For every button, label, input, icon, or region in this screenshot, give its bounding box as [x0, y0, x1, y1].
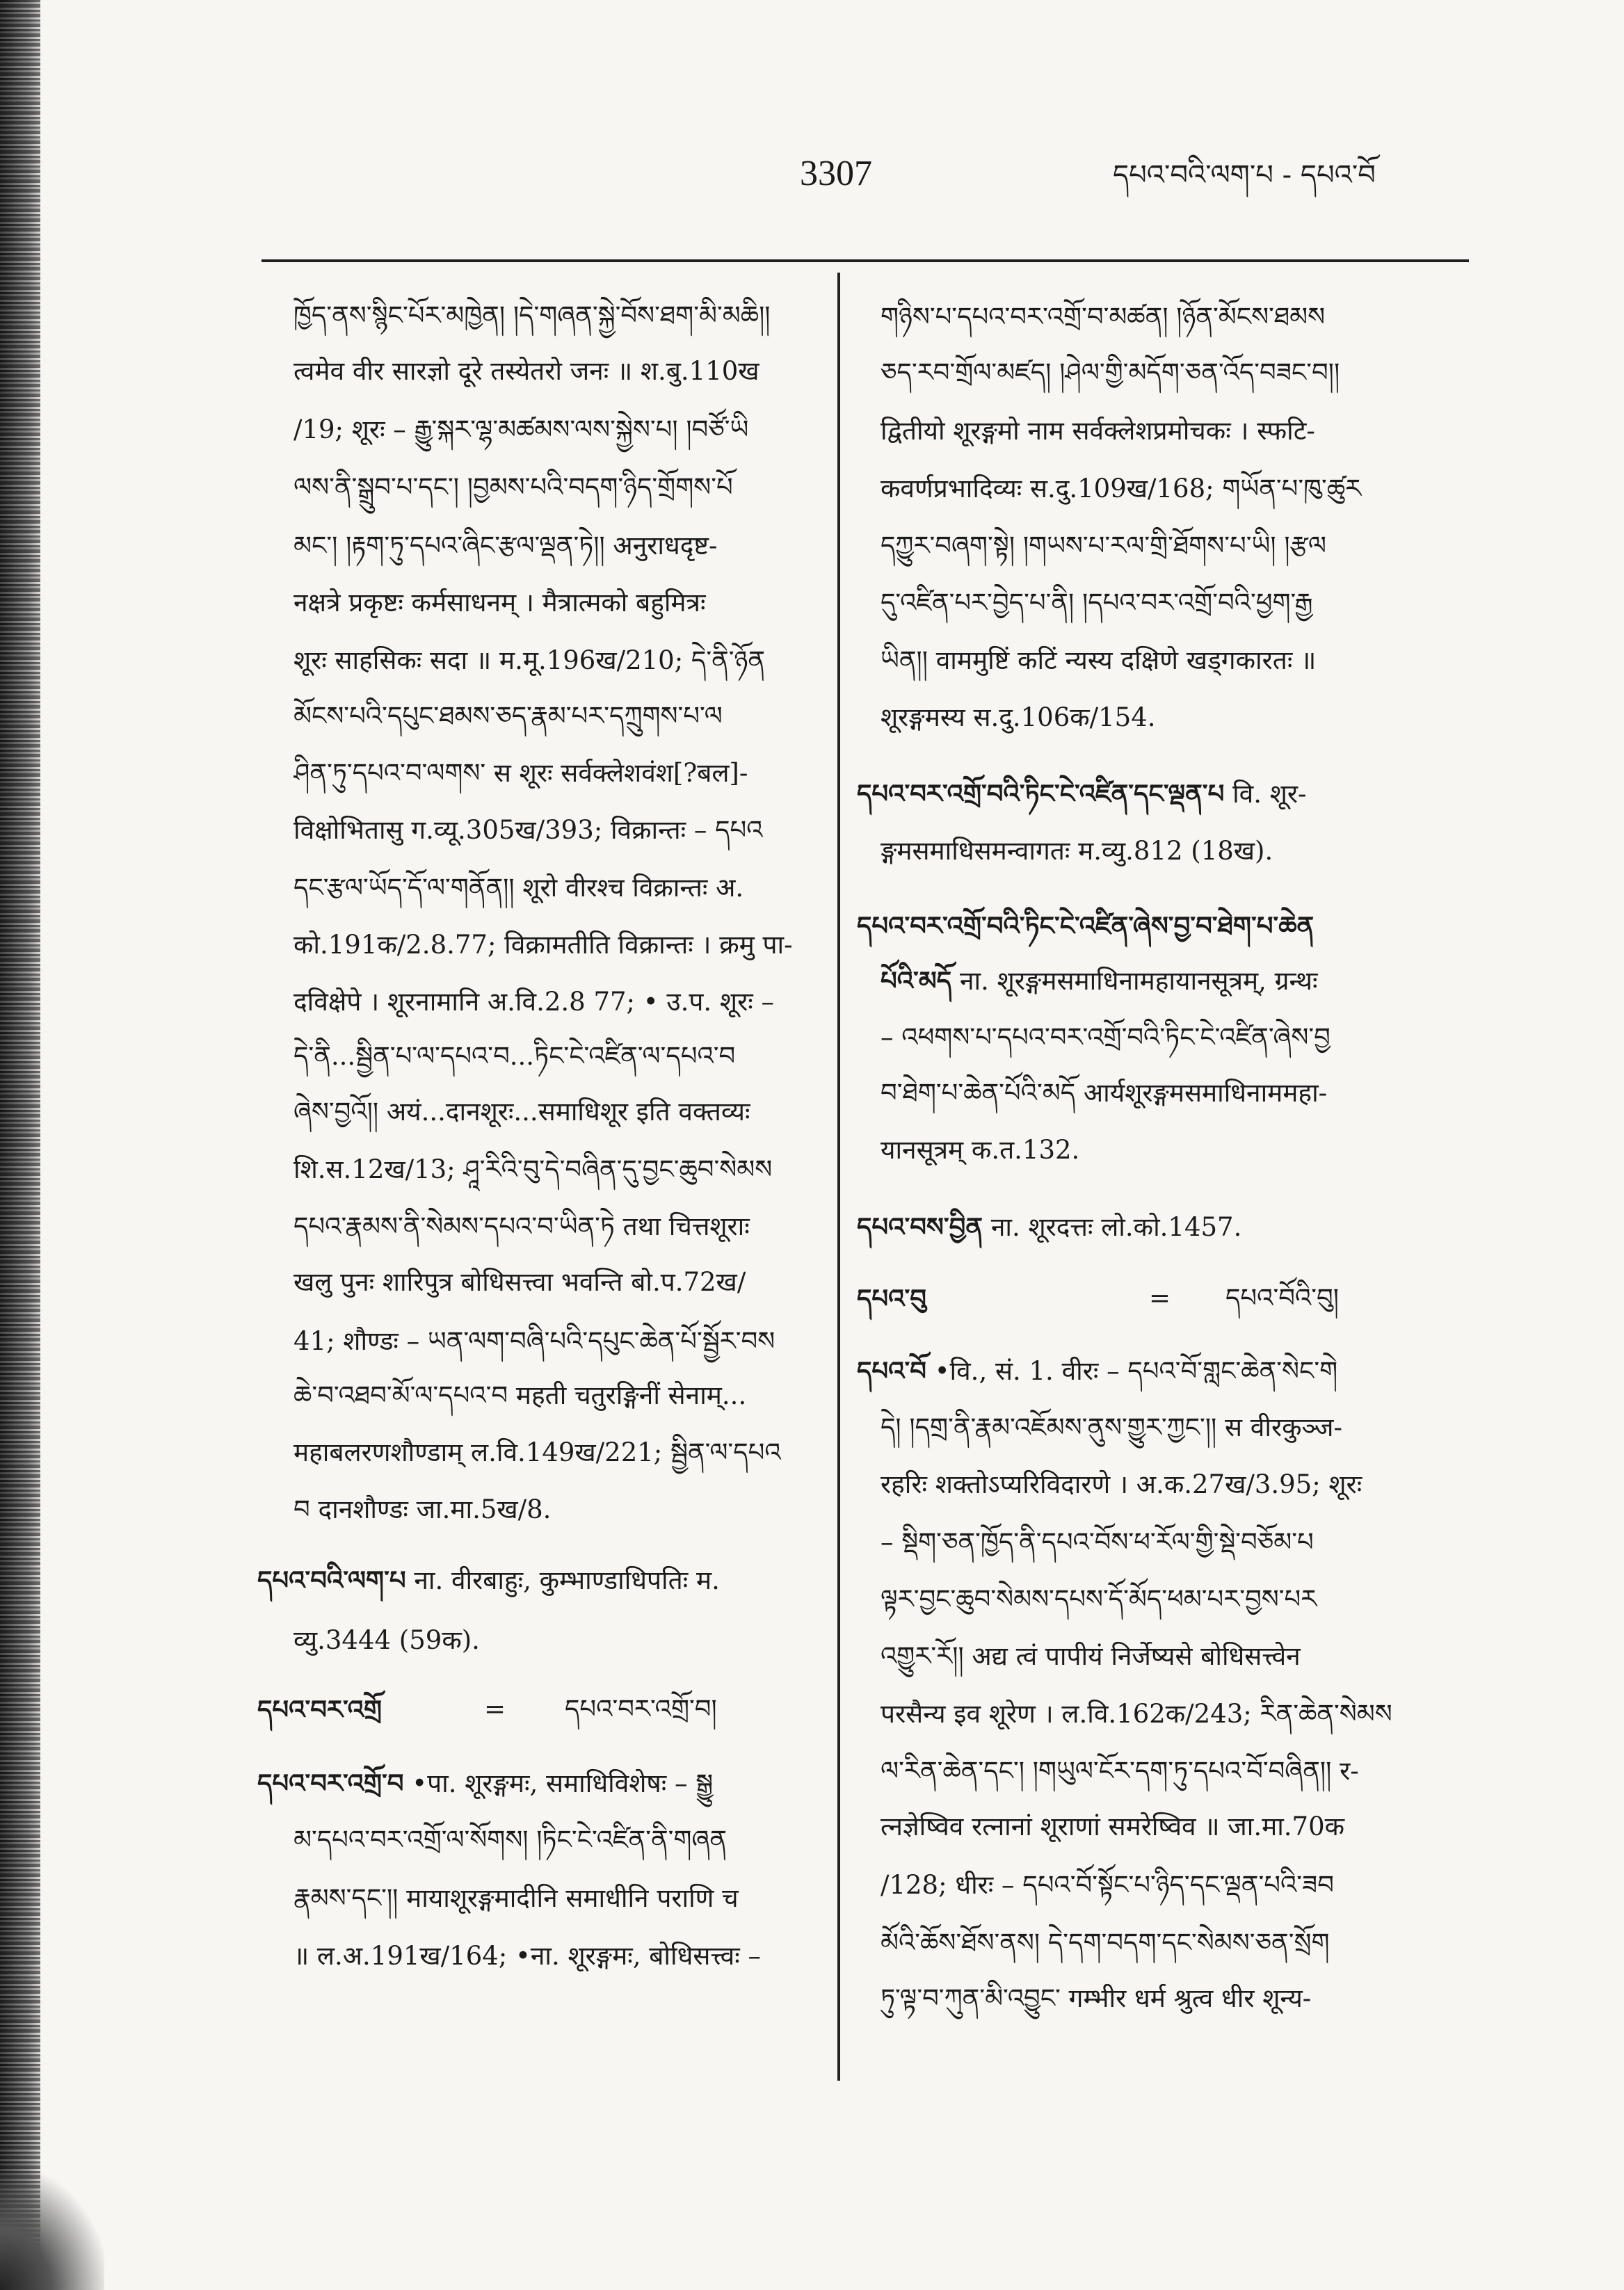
entry-gloss: ना. शूरदत्तः लो.को.1457. [990, 1212, 1242, 1242]
text-line: त्वमेव वीर सारज्ञो दूरे तस्येतरो जनः ॥ श.बु.110ख [294, 356, 759, 386]
text-line: ཡིན།། वाममुष्टिं कटिं न्यस्य दक्षिणे खड्गकारतः ॥ [881, 645, 1317, 675]
text-line: མང་། །རྟག་ཏུ་དཔའ་ཞིང་རྩལ་ལྡན་ཏེ།། अनुराधदृष्ट- [294, 531, 718, 561]
entry-headword: དཔའ་བས་བྱིན [857, 1211, 983, 1242]
entry-headword: དཔའ་བར་འགྲོ་བའི་ཏིང་ངེ་འཛིན་ཞེས་བྱ་བ་ཐེག་པ་ཆེན [857, 910, 1315, 941]
text-line: མ་དཔའ་བར་འགྲོ་ལ་སོགས། །ཏིང་ངེ་འཛིན་ནི་གཞན [294, 1825, 727, 1855]
entry-gloss: ना. शूरङ्गमसमाधिनामहायानसूत्रम्, ग्रन्थः [959, 966, 1318, 996]
text-line: त्नज्ञेष्विव रत्नानां शूराणां समरेष्विव ॥ जा.मा.70क [881, 1812, 1345, 1841]
entry-first-line [257, 1552, 817, 1608]
entry-headword-end: པོའི་མདོ [881, 965, 952, 996]
text-line: མོའི་ཆོས་ཐོས་ནས། དེ་དག་བདག་དང་སེམས་ཅན་སྲོག [881, 1928, 1330, 1958]
text-line: – འཕགས་པ་དཔའ་བར་འགྲོ་བའི་ཏིང་ངེ་འཛིན་ཞེས་བྱ [881, 1022, 1330, 1052]
text-line: མོངས་པའི་དཔུང་ཐམས་ཅད་རྣམ་པར་དཀྲུགས་པ་ལ [294, 701, 723, 731]
text-line: དུ་འཛིན་པར་བྱེད་པ་ནི། །དཔའ་བར་འགྲོ་བའི་ཕྱག་རྒྱ [881, 588, 1313, 618]
binding-corner-shadow [0, 2170, 104, 2290]
text-line: བ दानशौण्डः जा.मा.5ख/8. [294, 1494, 552, 1524]
entry-first-line [257, 1755, 817, 1811]
text-line: यानसूत्रम् क.त.132. [881, 1135, 1080, 1165]
text-line: རྣམས་དང་།། मायाशूरङ्गमादीनि समाधीनि पराणि च [294, 1883, 739, 1913]
text-line: द्वितीयो शूरङ्गमो नाम सर्वक्लेशप्रमोचकः । स्फटि- [881, 416, 1315, 446]
cross-reference-line [257, 1682, 817, 1737]
text-line: ཅད་རབ་གྲོལ་མཛད། །ཤེལ་གྱི་མདོག་ཅན་འོད་བཟང་བ།། [881, 357, 1340, 387]
text-line: व्यु.3444 (59क). [294, 1625, 480, 1655]
binding-shadow [0, 0, 40, 2290]
text-line: འགྱུར་རོ།། अद्य त्वं पापीयं निर्जेष्यसे बोधिसत्त्वेन [881, 1641, 1301, 1671]
entry-headword: དཔའ་བའི་ལག་པ [257, 1565, 406, 1595]
entry-first-line [857, 1343, 1469, 1398]
xref-target: དཔའ་བོའི་བུ། [1225, 1283, 1339, 1313]
text-line: ॥ ल.अ.191ख/164; •ना. शूरङ्गमः, बोधिसत्त्वः – [294, 1941, 761, 1971]
text-line: ङ्गमसमाधिसमन्वागतः म.व्यु.812 (18ख). [881, 836, 1273, 866]
text-line: /128; धीरः – དཔའ་བོ་སྟོང་པ་ཉིད་དང་ལྡན་པའི་ཟབ [881, 1870, 1334, 1900]
text-line: परसैन्य इव शूरेण । ल.वि.162क/243; རིན་ཆེན་སེམས [881, 1699, 1392, 1729]
text-line: शि.स.12ख/13; ཤཱ་རིའི་བུ་དེ་བཞིན་དུ་བྱང་ཆུབ་སེམས [294, 1154, 773, 1184]
text-line: /19; शूरः – རྒྱུ་སྐར་ལྷ་མཚམས་ལས་སྐྱེས་པ། །བཙོ་ཡི [294, 414, 749, 444]
text-line: कवर्णप्रभादिव्यः स.दु.109ख/168; གཡོན་པ་ཁུ་ཚུར [881, 474, 1362, 503]
entry-gloss: •पा. शूरङ्गमः, समाधिविशेषः – སྒྱུ [412, 1768, 714, 1798]
entry-headword: དཔའ་བར་འགྲོ་བ [257, 1768, 404, 1798]
entry-headword: དཔའ་བོ [857, 1355, 926, 1386]
entry-first-line [857, 766, 1469, 821]
text-line: ཁྱོད་ནས་སྙིང་པོར་མཁྱེན། །དེ་གཞན་སྐྱེ་བོས་ཐག་མི་མཆི།། [294, 300, 771, 330]
entry-gloss: वि. शूर- [1232, 779, 1307, 809]
entry-gloss: ना. वीरबाहुः, कुम्भाण्डाधिपतिः म. [414, 1565, 720, 1595]
page-number: 3307 [800, 154, 872, 193]
text-line: नक्षत्रे प्रकृष्टः कर्मसाधनम् । मैत्रात्मको बहुमित्रः [294, 588, 706, 618]
text-line: གཉིས་པ་དཔའ་བར་འགྲོ་བ་མཚན། །ཉོན་མོངས་ཐམས [881, 302, 1326, 332]
text-line: महाबलरणशौण्डाम् ल.वि.149ख/221; སྦྱིན་ལ་དཔའ [294, 1437, 781, 1467]
text-line: – སྡིག་ཅན་ཁྱོད་ནི་དཔའ་བོས་ཕ་རོལ་གྱི་སྡེ་བཅོམ་པ [881, 1527, 1314, 1557]
text-line: खलु पुनः शारिपुत्र बोधिसत्त्वा भवन्ति बो.प.72ख/ [294, 1267, 746, 1297]
text-line: 41; शौण्डः – ཡན་ལག་བཞི་པའི་དཔུང་ཆེན་པོ་སྦྱོར་བས [294, 1326, 775, 1356]
entry-headword-continuation-line [881, 953, 1469, 1008]
xref-target: དཔའ་བར་འགྲོ་བ། [565, 1694, 717, 1724]
text-line: विक्षोभितासु ग.व्यू.305ख/393; विक्रान्तः – དཔའ [294, 815, 763, 845]
xref-headword: དཔའ་བར་འགྲོ [257, 1694, 383, 1725]
text-line: དཔའ་རྣམས་ནི་སེམས་དཔའ་བ་ཡིན་ཏེ तथा चित्तशूराः [294, 1211, 750, 1241]
running-head: དཔའ་བའི་ལག་པ - དཔའ་བོ [1113, 159, 1376, 191]
text-line: ལྟར་བྱང་ཆུབ་སེམས་དཔས་དོ་མོད་ཕམ་པར་བྱས་པར [881, 1584, 1317, 1614]
xref-headword: དཔའ་བུ [857, 1283, 926, 1314]
text-line: བ་ཐེག་པ་ཆེན་པོའི་མདོ आर्यशूरङ्गमसमाधिनाममहा- [881, 1078, 1328, 1108]
text-line: दविक्षेपे । शूरनामानि अ.वि.2.8 77; • उ.प. शूरः – [294, 987, 774, 1017]
text-line: ཏུ་ལྟ་བ་ཀུན་མི་འབྱུང་ गम्भीर धर्म श्रुत्व धीर शून्य- [881, 1983, 1312, 2013]
text-line: ཤིན་ཏུ་དཔའ་བ་ལགས་ स शूरः सर्वक्लेशवंश[?बल]- [294, 758, 748, 788]
text-line: ལ་རིན་ཆེན་དང་། །གཡུལ་ངོར་དག་ཏུ་དཔའ་བོ་བཞིན།། र- [881, 1756, 1359, 1786]
text-line: शूरः साहसिकः सदा ॥ म.मू.196ख/210; དེ་ནི་ཉོན [294, 645, 766, 675]
xref-equals: = [1149, 1283, 1171, 1313]
entry-first-line [857, 898, 1469, 953]
text-line: དཀྱུར་བཞག་སྟེ། །གཡས་པ་རལ་གྲི་ཐོགས་པ་ཡི། །རྩལ [881, 531, 1326, 561]
column-divider [837, 273, 840, 2081]
xref-equals: = [484, 1694, 506, 1724]
text-line: को.191क/2.8.77; विक्रामतीति विक्रान्तः । क्रमु पा- [294, 930, 793, 960]
entry-gloss: •वि., सं. 1. वीरः – དཔའ་བོ་གླང་ཆེན་སེང་གེ [934, 1356, 1338, 1386]
text-line: शूरङ्गमस्य स.दु.106क/154. [881, 702, 1156, 732]
entry-headword: དཔའ་བར་འགྲོ་བའི་ཏིང་ངེ་འཛིན་དང་ལྡན་པ [857, 778, 1225, 809]
text-line: དེ་ནི...སྦྱིན་པ་ལ་དཔའ་བ...ཏིང་ངེ་འཛིན་ལ་དཔའ་བ [294, 1041, 736, 1071]
entry-first-line [857, 1199, 1469, 1255]
text-line: ཆེ་བ་འཐབ་མོ་ལ་དཔའ་བ महती चतुरङ्गिनीं सेनाम्... [294, 1380, 747, 1410]
text-line: དེ། །དགྲ་ནི་རྣམ་འཇོམས་ནུས་གྱུར་ཀྱང་།། स वीरकुञ्ज- [881, 1412, 1342, 1442]
text-line: ལས་ནི་སྒྲུབ་པ་དང་། །བྱམས་པའི་བདག་ཉིད་གྲོགས་པོ [294, 472, 733, 502]
text-line: དང་རྩལ་ཡོད་དོ་ལ་གནོན།། शूरो वीरश्च विक्रान्तः अ. [294, 873, 744, 903]
text-line: रहरिः शक्तोऽप्यरिविदारणे । अ.क.27ख/3.95; शूरः [881, 1469, 1362, 1499]
header-rule [262, 259, 1469, 262]
cross-reference-line [857, 1271, 1469, 1326]
text-line: ཞེས་བྱའོ།། अयं...दानशूरः...समाधिशूर इति वक्तव्यः [294, 1097, 750, 1127]
